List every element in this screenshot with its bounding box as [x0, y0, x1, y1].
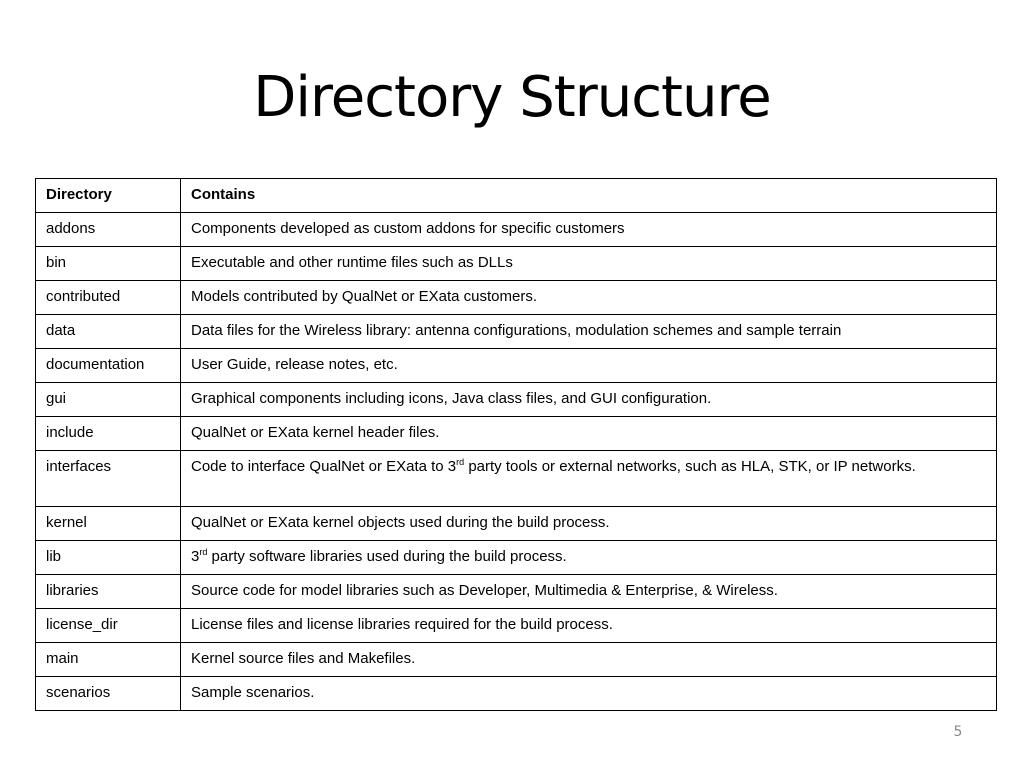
directory-cell: include — [36, 417, 181, 451]
table-row — [36, 507, 997, 541]
directory-cell: contributed — [36, 281, 181, 315]
directory-cell: scenarios — [36, 677, 181, 711]
table-header-row — [36, 179, 997, 213]
table-row — [36, 281, 997, 315]
directory-cell: documentation — [36, 349, 181, 383]
ordinal-suffix: rd — [199, 547, 208, 557]
contains-cell: Components developed as custom addons for specific customers — [181, 213, 997, 247]
contains-text-pre: Code to interface QualNet or EXata to 3 — [191, 458, 457, 475]
contains-cell: User Guide, release notes, etc. — [181, 349, 997, 383]
table-row — [36, 417, 997, 451]
contains-cell: Models contributed by QualNet or EXata customers. — [181, 281, 997, 315]
contains-cell: Graphical components including icons, Java class files, and GUI configuration. — [181, 383, 997, 417]
ordinal-suffix: rd — [456, 457, 465, 467]
directory-cell: addons — [36, 213, 181, 247]
directory-cell: main — [36, 643, 181, 677]
table-row — [36, 247, 997, 281]
table-row — [36, 609, 997, 643]
contains-text-pre: 3 — [191, 548, 200, 565]
directory-cell: libraries — [36, 575, 181, 609]
table-row — [36, 451, 997, 507]
directory-cell: interfaces — [36, 451, 181, 507]
directory-cell: license_dir — [36, 609, 181, 643]
contains-cell: Kernel source files and Makefiles. — [181, 643, 997, 677]
contains-cell — [181, 451, 997, 507]
contains-cell: Source code for model libraries such as Developer, Multimedia & Enterprise, & Wireless. — [181, 575, 997, 609]
header-contains: Contains — [181, 179, 997, 213]
page-number: 5 — [953, 724, 963, 740]
table-row — [36, 643, 997, 677]
contains-cell — [181, 541, 997, 575]
contains-cell: QualNet or EXata kernel header files. — [181, 417, 997, 451]
contains-text-post: party tools or external networks, such as HLA, STK, or IP networks. — [464, 458, 916, 475]
table-row — [36, 575, 997, 609]
table-row — [36, 677, 997, 711]
contains-cell: License files and license libraries required for the build process. — [181, 609, 997, 643]
table-row — [36, 213, 997, 247]
table-row — [36, 315, 997, 349]
directory-table — [35, 178, 997, 711]
contains-cell: QualNet or EXata kernel objects used during the build process. — [181, 507, 997, 541]
contains-cell: Executable and other runtime files such as DLLs — [181, 247, 997, 281]
contains-text-post: party software libraries used during the build process. — [207, 548, 567, 565]
directory-cell: gui — [36, 383, 181, 417]
directory-cell: kernel — [36, 507, 181, 541]
slide-title: Directory Structure — [253, 65, 771, 130]
contains-cell: Data files for the Wireless library: antenna configurations, modulation schemes and sample terrain — [181, 315, 997, 349]
table-row — [36, 541, 997, 575]
header-directory: Directory — [36, 179, 181, 213]
directory-cell: bin — [36, 247, 181, 281]
contains-text — [191, 458, 986, 476]
table-row — [36, 349, 997, 383]
table-row — [36, 383, 997, 417]
contains-cell: Sample scenarios. — [181, 677, 997, 711]
directory-cell: lib — [36, 541, 181, 575]
directory-cell: data — [36, 315, 181, 349]
